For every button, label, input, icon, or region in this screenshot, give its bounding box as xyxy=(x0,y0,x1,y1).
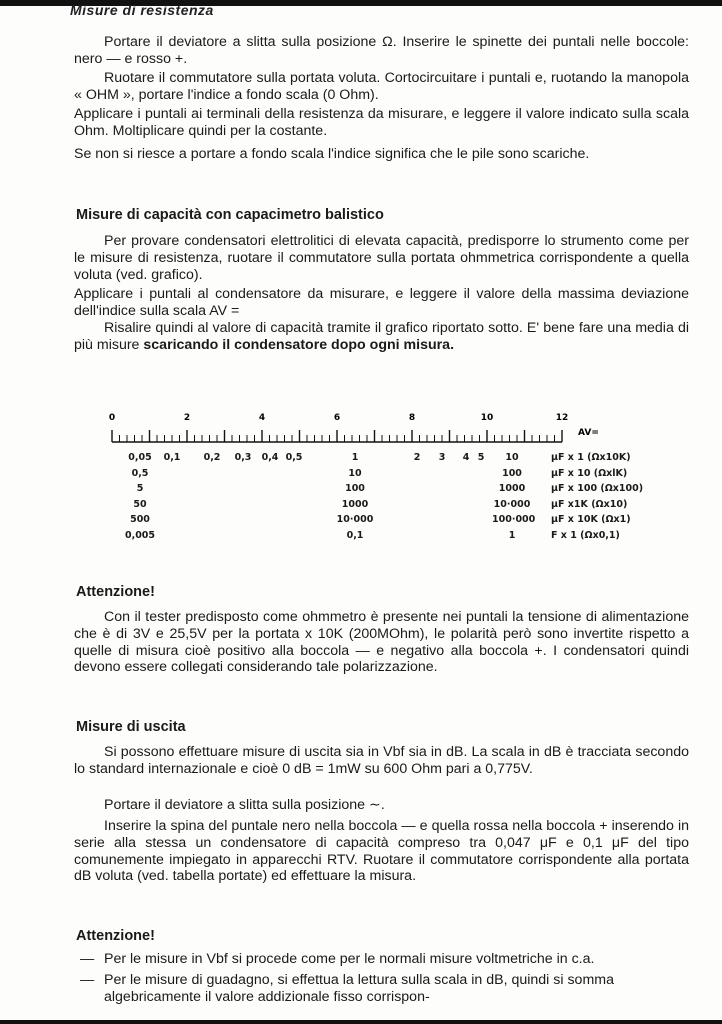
unit-row-5: μF x 10K (Ωx1) xyxy=(551,514,631,525)
capacity-heading: Misure di capacità con capacimetro balistico xyxy=(76,207,384,223)
scale-value: 500 xyxy=(130,514,150,525)
list-item-text: Per le misure di guadagno, si effettua la lettura sulla scala in dB, quindi si somma algebricamente il valore addizionale fisso corrispon- xyxy=(104,971,614,1005)
scale-value: 0,1 xyxy=(163,452,181,463)
scale-top-label: 4 xyxy=(258,413,266,423)
scale-value: 100 xyxy=(502,467,522,479)
scale-value: 5 xyxy=(477,452,485,463)
scale-value: 0,005 xyxy=(124,529,156,541)
cut-off-heading: Misure di resistenza xyxy=(70,2,214,18)
scale-value: 1000 xyxy=(341,498,369,510)
capacity-paragraph-3: Risalire quindi al valore di capacità tramite il grafico riportato sotto. E' bene fare una media di più misure scaricando il condensatore dopo ogni misura. xyxy=(74,320,689,353)
scale-value: 2 xyxy=(413,452,421,463)
scale-top-label: 2 xyxy=(183,413,191,423)
scale-value: 3 xyxy=(438,452,446,463)
scale-units xyxy=(551,450,643,543)
resistance-paragraph-4: Se non si riesce a portare a fondo scala l'indice significa che le pile sono scariche. xyxy=(74,146,590,162)
scale-value: 4 xyxy=(462,452,470,463)
unit-row-2: μF x 10 (ΩxlK) xyxy=(551,467,628,479)
resistance-paragraph-1: Portare il deviatore a slitta sulla posizione Ω. Inserire le spinette dei puntali nelle boccole: nero — e rosso +. xyxy=(74,34,689,67)
scale-value: 0,05 xyxy=(128,452,152,463)
list-item-text: Per le misure in Vbf si procede come per le normali misure voltmetriche in c.a. xyxy=(104,951,595,967)
scale-column xyxy=(335,450,375,543)
capacity-paragraph-2: Applicare i puntali al condensatore da misurare, e leggere il valore della massima deviazione dell'indice sulla scala AV = xyxy=(74,286,689,319)
scale-value: 1000 xyxy=(498,483,526,494)
unit-row-6: F x 1 (Ωx0,1) xyxy=(551,529,620,541)
scale-value: 10 xyxy=(348,467,362,479)
list-dash: — xyxy=(80,971,95,988)
scale-value: 0,4 xyxy=(261,452,279,463)
scale-value: 1 xyxy=(508,529,516,541)
output-heading: Misure di uscita xyxy=(76,719,186,735)
scale-value: 50 xyxy=(133,498,147,510)
scale-value: 1 xyxy=(351,452,359,463)
scale-value: 0,3 xyxy=(234,452,252,463)
scale-top-label: 8 xyxy=(408,413,416,423)
scan-bottom-edge xyxy=(0,1020,722,1024)
scale-column xyxy=(492,450,536,543)
unit-row-3: μF x 100 (Ωx100) xyxy=(551,483,644,494)
attention-heading-2: Attenzione! xyxy=(76,928,155,944)
resistance-paragraph-3: Applicare i puntali ai terminali della resistenza da misurare, e leggere il valore indicato sulla scala Ohm. Moltiplicare quindi per la costante. xyxy=(74,106,689,139)
attention-paragraph-1: Con il tester predisposto come ohmmetro è presente nei puntali la tensione di alimentazione che è di 3V e 25,5V per la portata x 10K (200MOhm), le polarità però sono invertite rispetto a quelle di misura cioè positivo alla boccola — e negativo alla boccola +. I condensatori quindi devono essere collegati considerando tale polarizzazione. xyxy=(74,609,689,676)
unit-row-1: μF x 1 (Ωx10K) xyxy=(551,452,631,463)
scale-ruler xyxy=(100,405,700,450)
unit-row-4: μF x1K (Ωx10) xyxy=(551,498,628,510)
output-paragraph-3: Inserire la spina del puntale nero nella boccola — e quella rossa nella boccola + inserendo in serie alla stessa un condensatore di capacità compreso tra 0,047 μF e 0,1 μF del tipo comunemente impiegato in apparecchi RTV. Ruotare il commutatore corrispondente alla portata dB voluta (ved. tabella portate) ed effettuare la misura. xyxy=(74,818,689,885)
scale-top-label: 0 xyxy=(108,413,116,423)
scale-top-label: 10 xyxy=(480,413,494,423)
list-dash: — xyxy=(80,951,95,967)
scale-value: 100 xyxy=(345,483,365,494)
attention-list xyxy=(80,951,692,1009)
scale-top-label: 6 xyxy=(333,413,341,423)
scale-value: 0,5 xyxy=(285,452,303,463)
scale-unit-label: AV= xyxy=(578,428,599,438)
scale-column xyxy=(274,450,314,466)
scale-value: 0,2 xyxy=(203,452,221,463)
attention-heading-1: Attenzione! xyxy=(76,584,155,600)
resistance-paragraph-2: Ruotare il commutatore sulla portata voluta. Cortocircuitare i puntali e, ruotando la manopola « OHM », portare l'indice a fondo scala (0 Ohm). xyxy=(74,70,689,103)
capacity-paragraph-1: Per provare condensatori elettrolitici di elevata capacità, predisporre lo strumento come per le misure di resistenza, ruotare il commutatore sulla portata ohmmetrica corrispondente a quella voluta (ved. grafico). xyxy=(74,233,689,283)
output-paragraph-2: Portare il deviatore a slitta sulla posizione ∼. xyxy=(104,797,385,813)
output-paragraph-1: Si possono effettuare misure di uscita sia in Vbf sia in dB. La scala in dB è tracciata secondo lo standard internazionale e cioè 0 dB = 1mW su 600 Ohm pari a 0,775V. xyxy=(74,744,689,777)
list-item xyxy=(80,951,692,968)
list-item xyxy=(80,972,692,1006)
scale-value: 100·000 xyxy=(492,514,536,525)
scale-value: 5 xyxy=(136,483,144,494)
scale-column xyxy=(152,450,192,466)
scale-value: 0,5 xyxy=(131,467,149,479)
scale-value: 0,1 xyxy=(346,529,364,541)
scale-value: 10·000 xyxy=(493,498,531,510)
scale-value: 10·000 xyxy=(336,514,374,525)
scale-value: 10 xyxy=(505,452,519,463)
scale-top-label: 12 xyxy=(555,413,569,423)
